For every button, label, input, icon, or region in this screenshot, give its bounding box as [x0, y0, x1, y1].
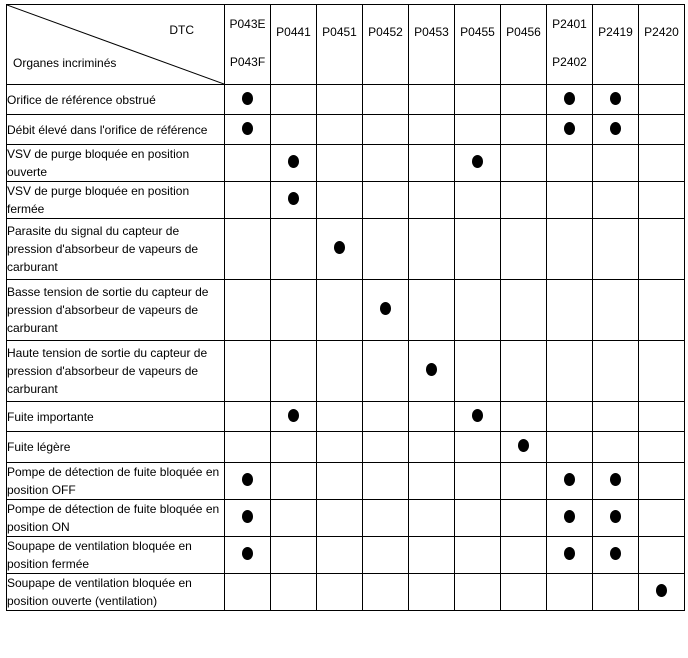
- dtc-cell: [271, 537, 317, 574]
- bullet-mark: [288, 192, 299, 205]
- dtc-cell: [501, 463, 547, 500]
- bullet-mark: [472, 155, 483, 168]
- dtc-cell: [271, 219, 317, 280]
- dtc-cell: [593, 115, 639, 145]
- dtc-cell: [363, 85, 409, 115]
- dtc-cell: [639, 432, 685, 463]
- dtc-cell: [547, 341, 593, 402]
- dtc-cell: [317, 574, 363, 611]
- bullet-mark: [242, 92, 253, 105]
- table-row: [7, 145, 685, 182]
- dtc-code-header: [639, 5, 685, 85]
- organ-label: Basse tension de sortie du capteur de pression d'absorbeur de vapeurs de carburant: [7, 280, 225, 341]
- dtc-cell: [271, 463, 317, 500]
- dtc-cell: [409, 219, 455, 280]
- dtc-cell: [225, 145, 271, 182]
- bullet-mark: [564, 473, 575, 486]
- dtc-cell: [455, 463, 501, 500]
- dtc-cell: [639, 280, 685, 341]
- dtc-cell: [639, 341, 685, 402]
- dtc-cell: [547, 145, 593, 182]
- dtc-cell: [501, 537, 547, 574]
- organ-label: Fuite importante: [7, 402, 225, 432]
- dtc-cell: [271, 341, 317, 402]
- dtc-cell: [639, 145, 685, 182]
- table-row: [7, 115, 685, 145]
- dtc-cell: [363, 182, 409, 219]
- dtc-cell: [363, 574, 409, 611]
- dtc-cell: [409, 463, 455, 500]
- table-row: [7, 280, 685, 341]
- dtc-cell: [501, 182, 547, 219]
- dtc-code-line: P2420: [644, 25, 679, 39]
- dtc-cell: [271, 85, 317, 115]
- dtc-cell: [409, 432, 455, 463]
- dtc-cell: [593, 500, 639, 537]
- organ-label: VSV de purge bloquée en position fermée: [7, 182, 225, 219]
- dtc-cell: [547, 115, 593, 145]
- table-row: [7, 432, 685, 463]
- dtc-cell: [363, 537, 409, 574]
- dtc-cell: [363, 463, 409, 500]
- dtc-cell: [271, 402, 317, 432]
- dtc-cell: [547, 574, 593, 611]
- dtc-cell: [639, 537, 685, 574]
- dtc-cell: [639, 115, 685, 145]
- dtc-cell: [639, 574, 685, 611]
- organ-label: Débit élevé dans l'orifice de référence: [7, 115, 225, 145]
- dtc-cell: [271, 182, 317, 219]
- dtc-cell: [455, 219, 501, 280]
- dtc-cell: [639, 219, 685, 280]
- organs-header-label: Organes incriminés: [13, 56, 117, 70]
- dtc-cell: [225, 280, 271, 341]
- table-row: [7, 463, 685, 500]
- dtc-cell: [225, 574, 271, 611]
- bullet-mark: [564, 547, 575, 560]
- dtc-cell: [455, 402, 501, 432]
- dtc-cell: [501, 500, 547, 537]
- organ-label: VSV de purge bloquée en position ouverte: [7, 145, 225, 182]
- matrix-body: [7, 85, 685, 611]
- dtc-cell: [593, 341, 639, 402]
- dtc-code-line: P0441: [276, 25, 311, 39]
- bullet-mark: [472, 409, 483, 422]
- dtc-code-line: P043F: [229, 55, 266, 69]
- dtc-cell: [547, 537, 593, 574]
- dtc-cell: [317, 500, 363, 537]
- header-row: [7, 5, 685, 85]
- dtc-cell: [271, 432, 317, 463]
- organ-label: Orifice de référence obstrué: [7, 85, 225, 115]
- dtc-code-line: P043E: [229, 17, 266, 31]
- dtc-cell: [501, 115, 547, 145]
- dtc-cell: [455, 341, 501, 402]
- dtc-code-header: [225, 5, 271, 85]
- dtc-cell: [455, 537, 501, 574]
- dtc-cell: [593, 145, 639, 182]
- dtc-cell: [363, 432, 409, 463]
- bullet-mark: [426, 363, 437, 376]
- dtc-cell: [593, 463, 639, 500]
- dtc-cell: [409, 115, 455, 145]
- dtc-code-header: [547, 5, 593, 85]
- dtc-cell: [639, 500, 685, 537]
- dtc-code-line: P0452: [368, 25, 403, 39]
- dtc-code-header: [409, 5, 455, 85]
- table-row: [7, 182, 685, 219]
- dtc-cell: [593, 219, 639, 280]
- dtc-cell: [455, 500, 501, 537]
- dtc-cell: [593, 85, 639, 115]
- dtc-cell: [317, 463, 363, 500]
- dtc-cell: [593, 280, 639, 341]
- dtc-code-line: P2419: [598, 25, 633, 39]
- dtc-code-header: [363, 5, 409, 85]
- dtc-cell: [547, 500, 593, 537]
- dtc-cell: [317, 85, 363, 115]
- dtc-cell: [593, 574, 639, 611]
- dtc-cell: [363, 402, 409, 432]
- dtc-cell: [455, 574, 501, 611]
- table-row: [7, 574, 685, 611]
- dtc-cell: [501, 85, 547, 115]
- dtc-cell: [593, 182, 639, 219]
- bullet-mark: [242, 510, 253, 523]
- dtc-cell: [409, 500, 455, 537]
- dtc-cell: [225, 341, 271, 402]
- dtc-cell: [547, 463, 593, 500]
- bullet-mark: [288, 155, 299, 168]
- dtc-code-line: P0456: [506, 25, 541, 39]
- bullet-mark: [610, 92, 621, 105]
- bullet-mark: [334, 241, 345, 254]
- bullet-mark: [610, 473, 621, 486]
- bullet-mark: [288, 409, 299, 422]
- dtc-cell: [317, 145, 363, 182]
- dtc-cell: [409, 574, 455, 611]
- bullet-mark: [242, 122, 253, 135]
- dtc-code-header: [455, 5, 501, 85]
- dtc-matrix-table: [6, 4, 685, 611]
- table-row: [7, 85, 685, 115]
- dtc-cell: [455, 145, 501, 182]
- dtc-cell: [501, 219, 547, 280]
- dtc-cell: [225, 85, 271, 115]
- dtc-cell: [317, 537, 363, 574]
- bullet-mark: [610, 547, 621, 560]
- dtc-cell: [501, 432, 547, 463]
- dtc-cell: [363, 341, 409, 402]
- dtc-cell: [639, 182, 685, 219]
- organ-label: Soupape de ventilation bloquée en position fermée: [7, 537, 225, 574]
- dtc-cell: [409, 537, 455, 574]
- dtc-cell: [455, 280, 501, 341]
- table-row: [7, 500, 685, 537]
- organ-label: Pompe de détection de fuite bloquée en position OFF: [7, 463, 225, 500]
- dtc-code-header: [271, 5, 317, 85]
- dtc-code-line: P0455: [460, 25, 495, 39]
- organ-label: Parasite du signal du capteur de pression d'absorbeur de vapeurs de carburant: [7, 219, 225, 280]
- bullet-mark: [656, 584, 667, 597]
- dtc-code-line: P2402: [552, 55, 587, 69]
- dtc-cell: [317, 402, 363, 432]
- dtc-cell: [317, 432, 363, 463]
- dtc-code-line: P0451: [322, 25, 357, 39]
- dtc-cell: [409, 145, 455, 182]
- table-row: [7, 341, 685, 402]
- dtc-cell: [547, 219, 593, 280]
- dtc-cell: [639, 402, 685, 432]
- dtc-cell: [547, 85, 593, 115]
- dtc-cell: [409, 280, 455, 341]
- dtc-cell: [225, 500, 271, 537]
- dtc-cell: [225, 432, 271, 463]
- dtc-cell: [271, 115, 317, 145]
- dtc-cell: [317, 280, 363, 341]
- dtc-cell: [225, 182, 271, 219]
- dtc-cell: [409, 85, 455, 115]
- dtc-cell: [363, 115, 409, 145]
- dtc-cell: [225, 537, 271, 574]
- table-row: [7, 219, 685, 280]
- dtc-cell: [409, 402, 455, 432]
- dtc-cell: [455, 182, 501, 219]
- dtc-cell: [225, 463, 271, 500]
- bullet-mark: [564, 122, 575, 135]
- dtc-cell: [363, 280, 409, 341]
- dtc-header-label: DTC: [169, 23, 194, 37]
- dtc-cell: [593, 402, 639, 432]
- organ-label: Haute tension de sortie du capteur de pression d'absorbeur de vapeurs de carburant: [7, 341, 225, 402]
- diagonal-divider: [7, 5, 224, 84]
- bullet-mark: [564, 92, 575, 105]
- dtc-cell: [501, 402, 547, 432]
- dtc-cell: [593, 432, 639, 463]
- dtc-cell: [547, 402, 593, 432]
- dtc-cell: [225, 219, 271, 280]
- organ-label: Fuite légère: [7, 432, 225, 463]
- organ-label: Pompe de détection de fuite bloquée en position ON: [7, 500, 225, 537]
- table-row: [7, 537, 685, 574]
- dtc-cell: [593, 537, 639, 574]
- dtc-cell: [317, 115, 363, 145]
- dtc-cell: [455, 432, 501, 463]
- dtc-cell: [317, 219, 363, 280]
- dtc-code-header: [501, 5, 547, 85]
- dtc-cell: [363, 145, 409, 182]
- dtc-cell: [547, 182, 593, 219]
- table-row: [7, 402, 685, 432]
- dtc-cell: [639, 85, 685, 115]
- bullet-mark: [242, 547, 253, 560]
- dtc-cell: [501, 574, 547, 611]
- dtc-cell: [225, 402, 271, 432]
- dtc-code-header: [593, 5, 639, 85]
- dtc-cell: [409, 182, 455, 219]
- dtc-code-header: [317, 5, 363, 85]
- dtc-cell: [271, 574, 317, 611]
- dtc-cell: [547, 280, 593, 341]
- dtc-cell: [363, 500, 409, 537]
- bullet-mark: [518, 439, 529, 452]
- organ-label: Soupape de ventilation bloquée en position ouverte (ventilation): [7, 574, 225, 611]
- bullet-mark: [242, 473, 253, 486]
- dtc-cell: [271, 280, 317, 341]
- dtc-cell: [363, 219, 409, 280]
- bullet-mark: [380, 302, 391, 315]
- dtc-cell: [501, 341, 547, 402]
- dtc-cell: [547, 432, 593, 463]
- bullet-mark: [564, 510, 575, 523]
- dtc-cell: [639, 463, 685, 500]
- dtc-cell: [455, 85, 501, 115]
- dtc-cell: [317, 182, 363, 219]
- dtc-cell: [225, 115, 271, 145]
- dtc-cell: [501, 280, 547, 341]
- dtc-cell: [317, 341, 363, 402]
- bullet-mark: [610, 510, 621, 523]
- dtc-code-line: P2401: [552, 17, 587, 31]
- dtc-cell: [455, 115, 501, 145]
- dtc-cell: [271, 500, 317, 537]
- dtc-code-line: P0453: [414, 25, 449, 39]
- dtc-cell: [501, 145, 547, 182]
- dtc-cell: [409, 341, 455, 402]
- corner-header-cell: [7, 5, 225, 85]
- bullet-mark: [610, 122, 621, 135]
- dtc-cell: [271, 145, 317, 182]
